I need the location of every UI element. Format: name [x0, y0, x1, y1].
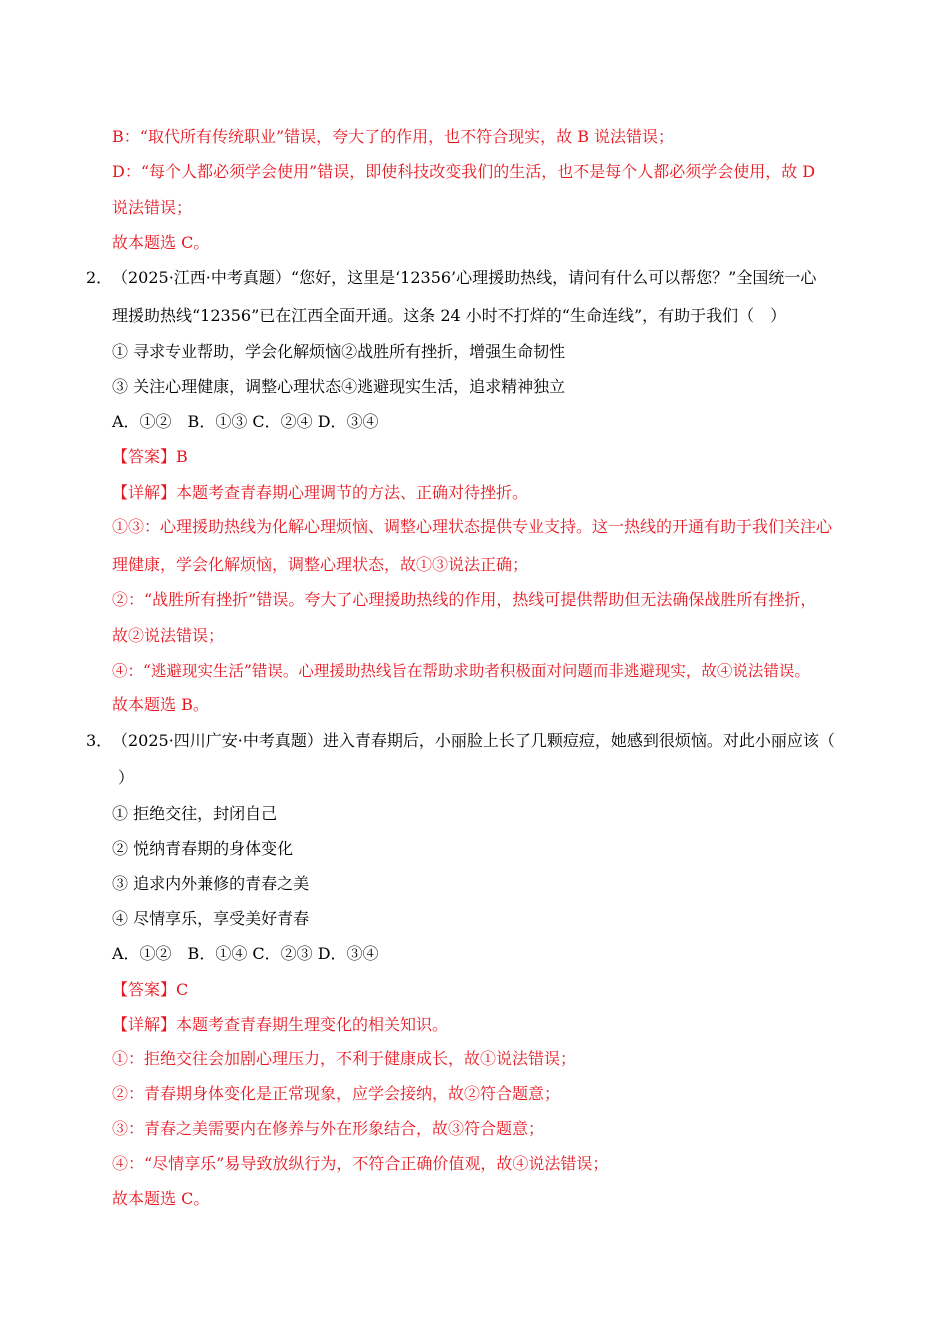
q3-conclusion: 故本题选 C。	[112, 1189, 210, 1208]
q3-stem-line2: ）	[118, 768, 135, 787]
q1-conclusion: 故本题选 C。	[112, 233, 210, 252]
q2-explain-2-line1: ②：“战胜所有挫折”错误。夸大了心理援助热线的作用，热线可提供帮助但无法确保战胜所有挫折，	[112, 590, 817, 609]
q3-options: A．①② B．①④ C．②③ D．③④	[112, 944, 379, 963]
q3-statement-2: ② 悦纳青春期的身体变化	[112, 839, 294, 858]
q3-explain-3: ③：青春之美需要内在修养与外在形象结合，故③符合题意；	[112, 1119, 545, 1138]
q3-explain-4: ④：“尽情享乐”易导致放纵行为，不符合正确价值观，故④说法错误；	[112, 1154, 609, 1173]
q3-analysis-intro: 【详解】本题考查青春期生理变化的相关知识。	[112, 1015, 449, 1034]
q2-statements-line2: ③ 关注心理健康，调整心理状态④逃避现实生活，追求精神独立	[112, 377, 566, 396]
q2-statements-line1: ① 寻求专业帮助，学会化解烦恼②战胜所有挫折，增强生命韧性	[112, 342, 566, 361]
q2-conclusion: 故本题选 B。	[112, 695, 209, 714]
q1-analysis-b: B：“取代所有传统职业”错误，夸大了的作用，也不符合现实，故 B 说法错误；	[112, 127, 675, 146]
q3-statement-3: ③ 追求内外兼修的青春之美	[112, 874, 310, 893]
q3-answer: 【答案】C	[112, 980, 189, 999]
q3-statement-4: ④ 尽情享乐，享受美好青春	[112, 909, 310, 928]
q2-number: 2．	[86, 268, 113, 287]
q2-analysis-intro: 【详解】本题考查青春期心理调节的方法、正确对待挫折。	[112, 483, 529, 502]
q2-stem-line2: 理援助热线“12356”已在江西全面开通。这条 24 小时不打烊的“生命连线”，有助于我们（ ）	[112, 306, 787, 325]
q2-explain-13-line2: 理健康，学会化解烦恼，调整心理状态，故①③说法正确；	[112, 555, 529, 574]
q1-analysis-d-line1: D：“每个人都必须学会使用”错误，即使科技改变我们的生活，也不是每个人都必须学会使用，故 D	[112, 162, 816, 181]
q2-answer: 【答案】B	[112, 447, 188, 466]
q3-statement-1: ① 拒绝交往，封闭自己	[112, 804, 278, 823]
q3-explain-1: ①：拒绝交往会加剧心理压力，不利于健康成长，故①说法错误；	[112, 1049, 577, 1068]
q3-stem-line1: （2025·四川广安·中考真题）进入青春期后，小丽脸上长了几颗痘痘，她感到很烦恼。对此小丽应该（	[112, 731, 835, 750]
q2-explain-13-line1: ①③：心理援助热线为化解心理烦恼、调整心理状态提供专业支持。这一热线的开通有助于我们关注心	[112, 517, 833, 536]
q2-explain-2-line2: 故②说法错误；	[112, 626, 225, 645]
q3-number: 3．	[86, 731, 113, 750]
q3-explain-2: ②：青春期身体变化是正常现象，应学会接纳，故②符合题意；	[112, 1084, 561, 1103]
q2-stem-line1: （2025·江西·中考真题）“您好，这里是‘12356’心理援助热线，请问有什么可以帮您？”全国统一心	[112, 268, 817, 287]
q1-analysis-d-line2: 说法错误；	[112, 198, 193, 217]
q2-explain-4: ④：“逃避现实生活”错误。心理援助热线旨在帮助求助者积极面对问题而非逃避现实，故④说法错误。	[112, 662, 810, 680]
q2-options: A．①② B．①③ C．②④ D．③④	[112, 412, 379, 431]
